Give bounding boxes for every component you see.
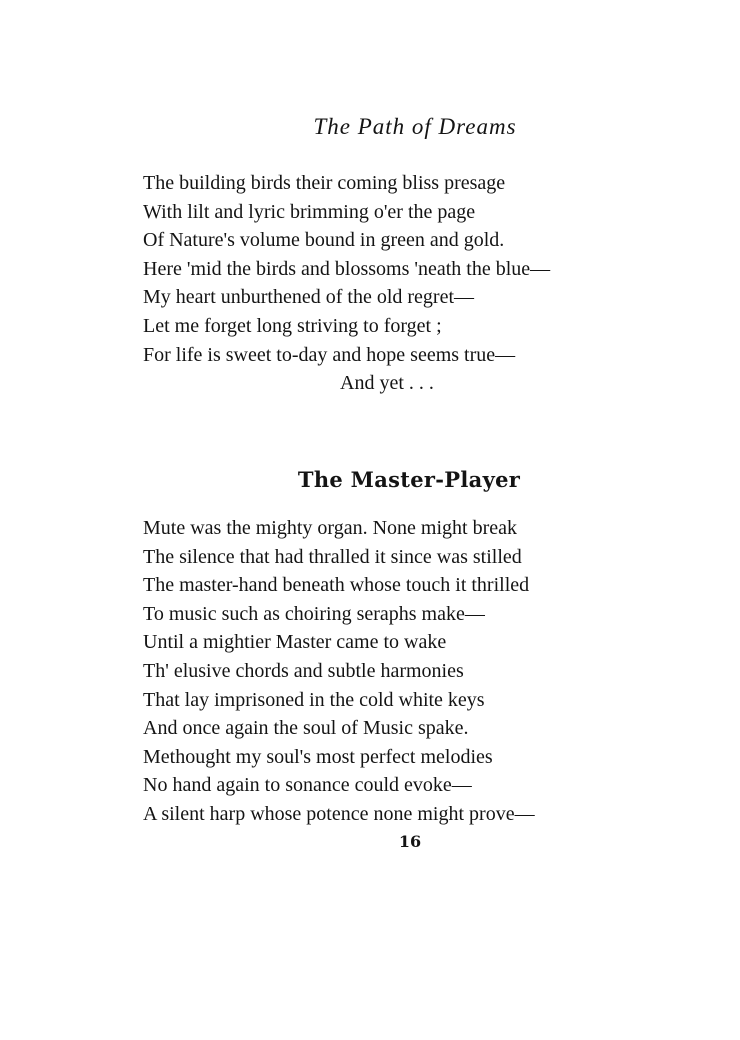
verse-line: The silence that had thralled it since was stilled	[143, 545, 522, 568]
verse-line: Until a mightier Master came to wake	[143, 631, 447, 654]
verse-line: No hand again to sonance could evoke—	[143, 774, 472, 797]
running-title: The Path of Dreams	[313, 114, 517, 139]
verse-line: Let me forget long striving to forget ;	[143, 314, 442, 337]
verse-line: The building birds their coming bliss presage	[143, 172, 506, 194]
page-number: 16	[398, 832, 422, 851]
verse-line: That lay imprisoned in the cold white keys	[143, 688, 485, 711]
verse-line: Methought my soul's most perfect melodies	[143, 745, 493, 768]
poem-stanza-master-player	[143, 514, 535, 829]
verse-line: Th' elusive chords and subtle harmonies	[143, 659, 464, 682]
verse-line: To music such as choiring seraphs make—	[143, 602, 485, 625]
verse-line: And once again the soul of Music spake.	[143, 717, 469, 740]
poem-title: The Master-Player	[297, 467, 521, 492]
poem-stanza-path-of-dreams	[143, 169, 550, 398]
verse-line: And yet . . .	[340, 372, 434, 395]
verse-line: The master-hand beneath whose touch it thrilled	[143, 574, 530, 597]
verse-line: Mute was the mighty organ. None might break	[143, 517, 518, 539]
verse-line: A silent harp whose potence none might prove—	[143, 802, 535, 825]
verse-line: For life is sweet to-day and hope seems true—	[143, 343, 516, 366]
verse-line: Here 'mid the birds and blossoms 'neath the blue—	[143, 257, 551, 280]
verse-line: With lilt and lyric brimming o'er the page	[143, 200, 476, 223]
verse-line: Of Nature's volume bound in green and gold.	[143, 229, 505, 252]
verse-line: My heart unburthened of the old regret—	[143, 286, 475, 309]
